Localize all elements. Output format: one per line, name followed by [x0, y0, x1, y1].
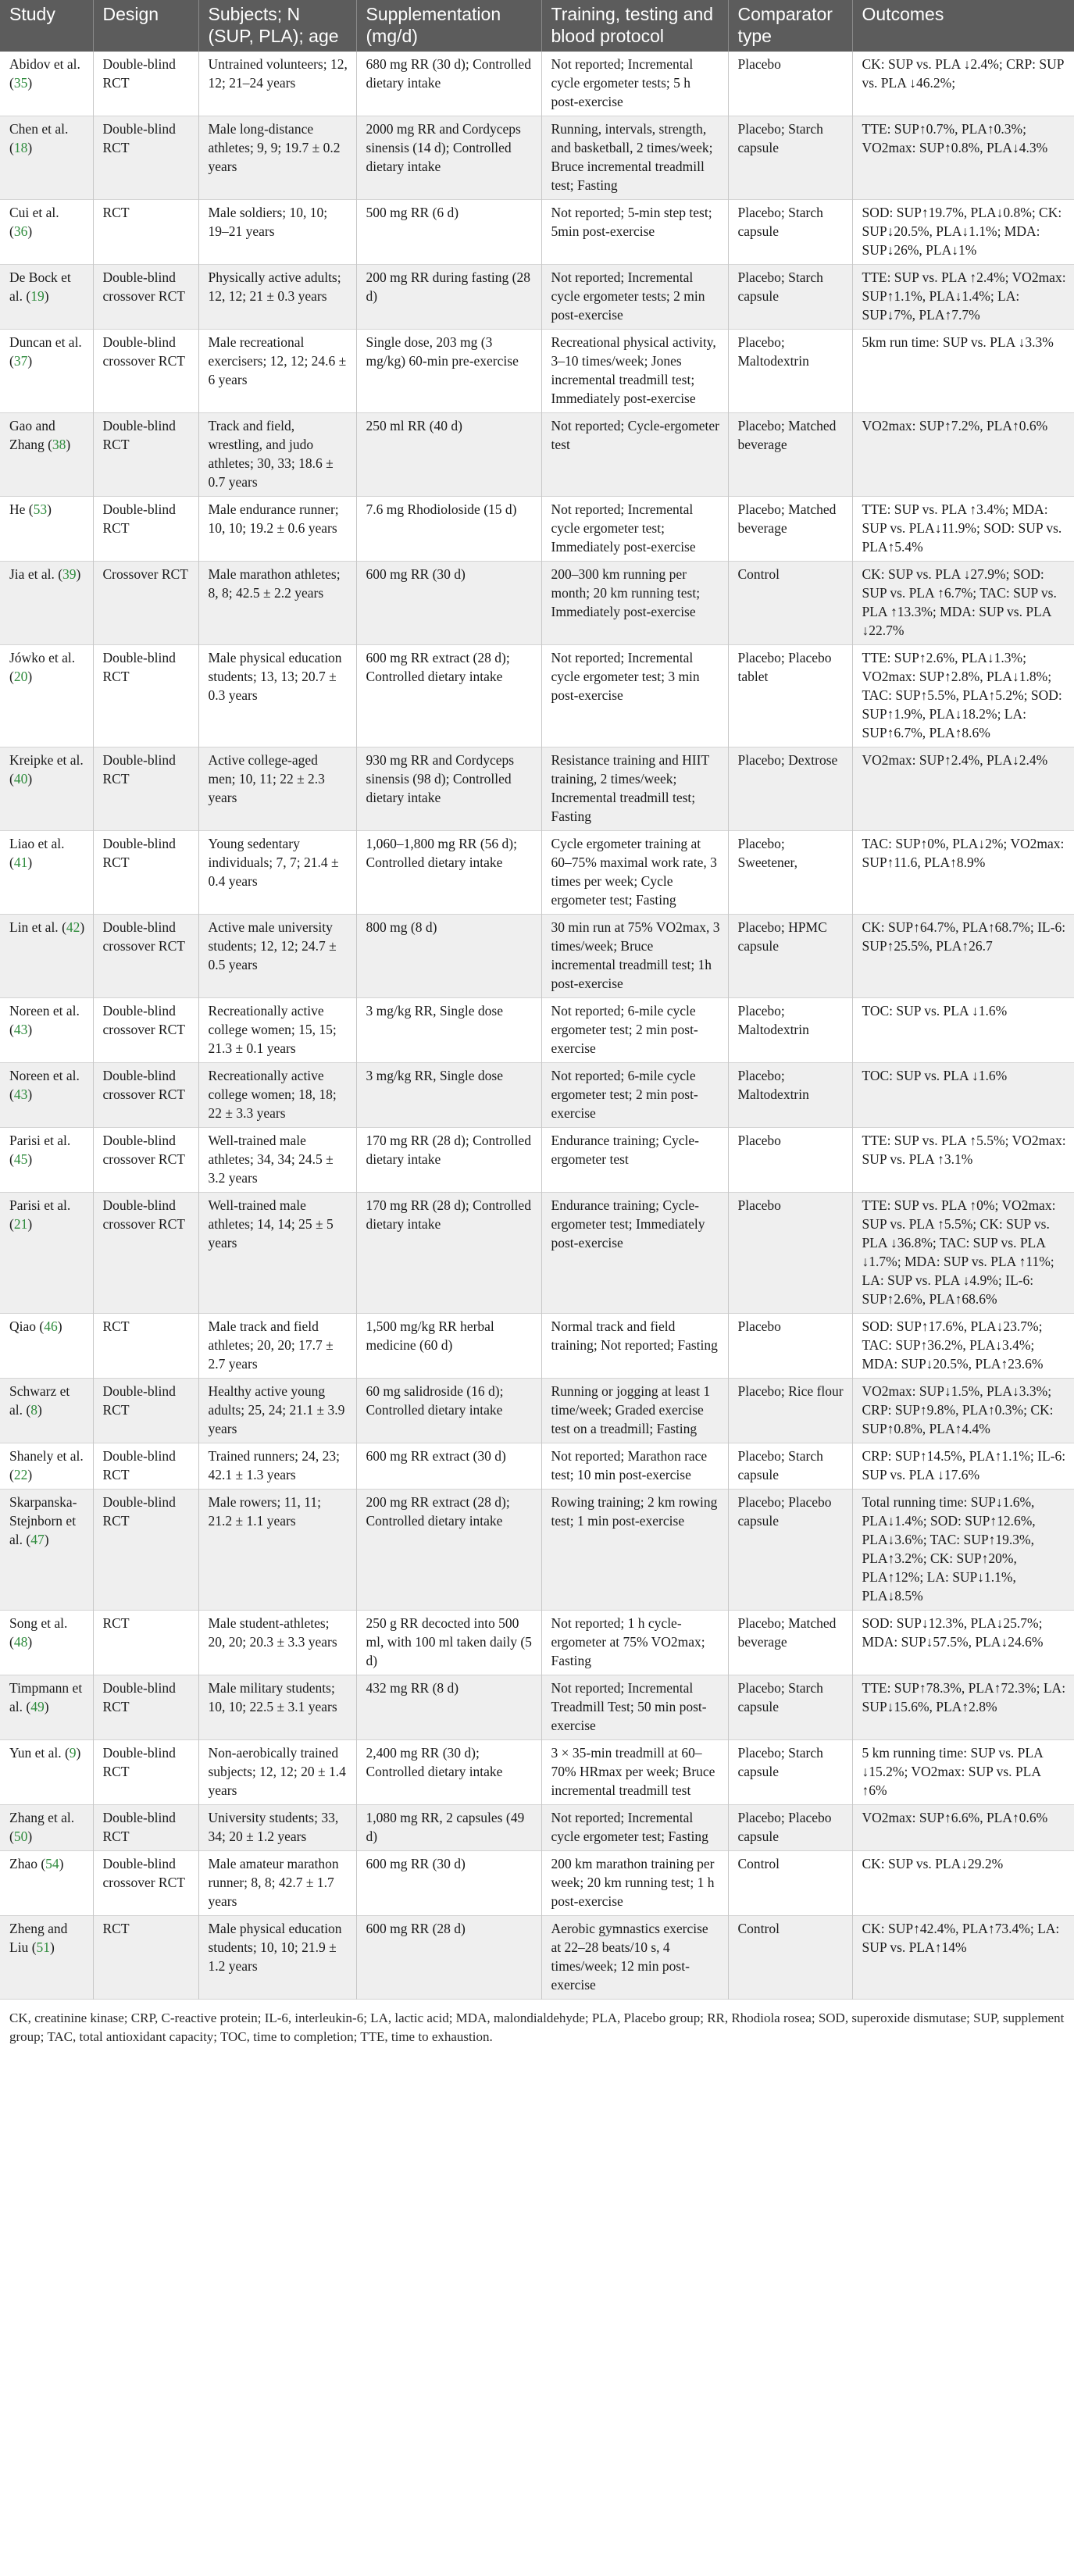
cell-supplementation: 7.6 mg Rhodioloside (15 d)	[356, 497, 541, 562]
reference-link[interactable]: 18	[13, 140, 28, 155]
cell-comparator: Placebo	[728, 52, 852, 116]
cell-protocol: Rowing training; 2 km rowing test; 1 min post-exercise	[541, 1490, 728, 1611]
cell-study: Noreen et al. (43)	[0, 1063, 93, 1128]
cell-comparator: Placebo; Starch capsule	[728, 1443, 852, 1490]
cell-design: Double-blind crossover RCT	[93, 998, 198, 1063]
study-name: Chen et al.	[9, 121, 69, 137]
reference-link[interactable]: 8	[30, 1402, 37, 1418]
cell-subjects: Healthy active young adults; 25, 24; 21.1 ± 3.9 years	[198, 1379, 356, 1443]
cell-protocol: Not reported; Incremental Treadmill Test; 50 min post-exercise	[541, 1675, 728, 1740]
cell-design: Double-blind RCT	[93, 413, 198, 497]
cell-supplementation: 60 mg salidroside (16 d); Controlled dietary intake	[356, 1379, 541, 1443]
table-row	[0, 1916, 1074, 2000]
table-row	[0, 1805, 1074, 1851]
cell-design: Double-blind crossover RCT	[93, 1851, 198, 1916]
cell-design: Double-blind crossover RCT	[93, 265, 198, 330]
cell-comparator: Placebo; Dextrose	[728, 747, 852, 831]
cell-design: RCT	[93, 1314, 198, 1379]
reference-link[interactable]: 39	[62, 566, 77, 582]
cell-outcomes: TOC: SUP vs. PLA ↓1.6%	[862, 1003, 1008, 1019]
cell-outcomes: CK: SUP↑64.7%, PLA↑68.7%; IL-6: SUP↑25.5%, PLA↑26.7	[862, 919, 1066, 954]
reference-link[interactable]: 21	[13, 1216, 28, 1232]
cell-design: Double-blind crossover RCT	[93, 1128, 198, 1193]
table-row	[0, 1851, 1074, 1916]
reference-link[interactable]: 36	[13, 223, 28, 239]
cell-protocol: Resistance training and HIIT training, 2 times/week; Incremental treadmill test; Fasting	[541, 747, 728, 831]
cell-protocol: Not reported; Incremental cycle ergometer test; 3 min post-exercise	[541, 645, 728, 747]
header-study: Study	[0, 0, 93, 52]
cell-supplementation: 600 mg RR (30 d)	[356, 1851, 541, 1916]
cell-study: Jówko et al. (20)	[0, 645, 93, 747]
cell-subjects: Male endurance runner; 10, 10; 19.2 ± 0.6 years	[198, 497, 356, 562]
cell-outcomes: TOC: SUP vs. PLA ↓1.6%	[862, 1068, 1008, 1083]
cell-subjects: Untrained volunteers; 12, 12; 21–24 years	[198, 52, 356, 116]
table-row	[0, 1490, 1074, 1611]
table-row	[0, 413, 1074, 497]
cell-study: Liao et al. (41)	[0, 831, 93, 915]
table-row	[0, 645, 1074, 747]
cell-outcomes: TTE: SUP vs. PLA ↑3.4%; MDA: SUP vs. PLA↓11.9%; SOD: SUP vs. PLA↑5.4%	[862, 501, 1062, 555]
cell-subjects: Male physical education students; 13, 13; 20.7 ± 0.3 years	[198, 645, 356, 747]
cell-study: Kreipke et al. (40)	[0, 747, 93, 831]
cell-protocol: Endurance training; Cycle-ergometer test	[541, 1128, 728, 1193]
cell-subjects: Non-aerobically trained subjects; 12, 12; 20 ± 1.4 years	[198, 1740, 356, 1805]
reference-link[interactable]: 48	[13, 1634, 28, 1650]
cell-protocol: Endurance training; Cycle-ergometer test; Immediately post-exercise	[541, 1193, 728, 1314]
table-row	[0, 1193, 1074, 1314]
cell-outcomes: TTE: SUP↑0.7%, PLA↑0.3%; VO2max: SUP↑0.8%, PLA↓4.3%	[862, 121, 1048, 155]
cell-supplementation: Single dose, 203 mg (3 mg/kg) 60-min pre-exercise	[356, 330, 541, 413]
cell-supplementation: 1,500 mg/kg RR herbal medicine (60 d)	[356, 1314, 541, 1379]
cell-design: RCT	[93, 1611, 198, 1675]
study-name: Zheng and Liu	[9, 1921, 68, 1955]
cell-design: Double-blind RCT	[93, 52, 198, 116]
reference-link[interactable]: 38	[52, 437, 66, 452]
cell-comparator: Placebo	[728, 1314, 852, 1379]
cell-protocol: Not reported; 1 h cycle-ergometer at 75% VO2max; Fasting	[541, 1611, 728, 1675]
cell-subjects: Male soldiers; 10, 10; 19–21 years	[198, 200, 356, 265]
cell-design: Double-blind RCT	[93, 1490, 198, 1611]
cell-comparator: Placebo; Matched beverage	[728, 413, 852, 497]
cell-supplementation: 600 mg RR (30 d)	[356, 562, 541, 645]
cell-design: Double-blind crossover RCT	[93, 1193, 198, 1314]
cell-supplementation: 600 mg RR (28 d)	[356, 1916, 541, 2000]
cell-protocol: Not reported; Cycle-ergometer test	[541, 413, 728, 497]
cell-study: Song et al. (48)	[0, 1611, 93, 1675]
cell-subjects: Active male university students; 12, 12; 24.7 ± 0.5 years	[198, 915, 356, 998]
reference-link[interactable]: 50	[13, 1829, 28, 1844]
cell-study: Parisi et al. (45)	[0, 1128, 93, 1193]
table-row	[0, 998, 1074, 1063]
study-name: Song et al.	[9, 1615, 68, 1631]
study-name: Abidov et al.	[9, 56, 80, 72]
reference-link[interactable]: 54	[45, 1856, 59, 1871]
cell-protocol: 200 km marathon training per week; 20 km running test; 1 h post-exercise	[541, 1851, 728, 1916]
table-row	[0, 831, 1074, 915]
header-supplementation: Supplementation (mg/d)	[356, 0, 541, 52]
study-name: Parisi et al.	[9, 1197, 71, 1213]
cell-subjects: Well-trained male athletes; 34, 34; 24.5 ± 3.2 years	[198, 1128, 356, 1193]
cell-outcomes: 5km run time: SUP vs. PLA ↓3.3%	[862, 334, 1054, 350]
cell-protocol: Not reported; Marathon race test; 10 min post-exercise	[541, 1443, 728, 1490]
study-name: Duncan et al.	[9, 334, 82, 350]
cell-subjects: Male long-distance athletes; 9, 9; 19.7 ± 0.2 years	[198, 116, 356, 200]
cell-supplementation: 600 mg RR extract (28 d); Controlled dietary intake	[356, 645, 541, 747]
cell-design: Double-blind RCT	[93, 1805, 198, 1851]
cell-subjects: Male physical education students; 10, 10; 21.9 ± 1.2 years	[198, 1916, 356, 2000]
table-row	[0, 1379, 1074, 1443]
cell-protocol: 3 × 35-min treadmill at 60–70% HRmax per week; Bruce incremental treadmill test	[541, 1740, 728, 1805]
cell-comparator: Placebo; Starch capsule	[728, 1740, 852, 1805]
cell-comparator: Placebo; Starch capsule	[728, 200, 852, 265]
cell-protocol: Not reported; Incremental cycle ergometer test; Immediately post-exercise	[541, 497, 728, 562]
cell-outcomes: CK: SUP↑42.4%, PLA↑73.4%; LA: SUP vs. PLA↑14%	[862, 1921, 1060, 1955]
cell-subjects: Well-trained male athletes; 14, 14; 25 ± 5 years	[198, 1193, 356, 1314]
cell-outcomes: CRP: SUP↑14.5%, PLA↑1.1%; IL-6: SUP vs. PLA ↓17.6%	[862, 1448, 1066, 1482]
study-name: Shanely et al.	[9, 1448, 84, 1464]
cell-design: Double-blind crossover RCT	[93, 1063, 198, 1128]
reference-link[interactable]: 40	[13, 771, 28, 787]
reference-link[interactable]: 43	[13, 1086, 28, 1102]
cell-study: Gao and Zhang (38)	[0, 413, 93, 497]
cell-outcomes: TTE: SUP↑78.3%, PLA↑72.3%; LA: SUP↓15.6%, PLA↑2.8%	[862, 1680, 1066, 1714]
study-name: Qiao	[9, 1318, 37, 1334]
table-row	[0, 265, 1074, 330]
cell-outcomes: VO2max: SUP↑7.2%, PLA↑0.6%	[862, 418, 1048, 433]
cell-comparator: Placebo; Starch capsule	[728, 116, 852, 200]
cell-outcomes: TTE: SUP vs. PLA ↑2.4%; VO2max: SUP↑1.1%, PLA↓1.4%; LA: SUP↓7%, PLA↑7.7%	[862, 269, 1066, 323]
cell-design: Double-blind RCT	[93, 747, 198, 831]
cell-study: De Bock et al. (19)	[0, 265, 93, 330]
study-name: Gao and Zhang	[9, 418, 55, 452]
header-row	[0, 0, 1074, 52]
cell-design: Double-blind RCT	[93, 116, 198, 200]
cell-supplementation: 800 mg (8 d)	[356, 915, 541, 998]
cell-comparator: Placebo; Maltodextrin	[728, 330, 852, 413]
table-row	[0, 116, 1074, 200]
cell-subjects: Male rowers; 11, 11; 21.2 ± 1.1 years	[198, 1490, 356, 1611]
table-row	[0, 1443, 1074, 1490]
cell-supplementation: 250 g RR decocted into 500 ml, with 100 ml taken daily (5 d)	[356, 1611, 541, 1675]
table-footnote: CK, creatinine kinase; CRP, C-reactive protein; IL-6, interleukin-6; LA, lactic acid; MDA, malondialdehyde; PLA, Placebo group; RR, Rhodiola rosea; SOD, superoxide dismutase; SUP, supplement group; TAC, total antioxidant capacity; TOC, time to completion; TTE, time to exhaustion.	[9, 2010, 1065, 2044]
reference-link[interactable]: 9	[69, 1745, 77, 1761]
cell-subjects: Trained runners; 24, 23; 42.1 ± 1.3 years	[198, 1443, 356, 1490]
cell-study: Lin et al. (42)	[0, 915, 93, 998]
header-design: Design	[93, 0, 198, 52]
cell-subjects: Track and field, wrestling, and judo athletes; 30, 33; 18.6 ± 0.7 years	[198, 413, 356, 497]
cell-comparator: Placebo; Matched beverage	[728, 1611, 852, 1675]
cell-study: Zhao (54)	[0, 1851, 93, 1916]
cell-comparator: Placebo; Matched beverage	[728, 497, 852, 562]
cell-comparator: Placebo	[728, 1193, 852, 1314]
study-name: Parisi et al.	[9, 1133, 71, 1148]
cell-design: Double-blind crossover RCT	[93, 915, 198, 998]
reference-link[interactable]: 19	[30, 288, 45, 304]
cell-subjects: Male marathon athletes; 8, 8; 42.5 ± 2.2 years	[198, 562, 356, 645]
table-row	[0, 330, 1074, 413]
cell-comparator: Placebo; Placebo capsule	[728, 1805, 852, 1851]
cell-design: RCT	[93, 200, 198, 265]
cell-outcomes: TTE: SUP vs. PLA ↑5.5%; VO2max: SUP vs. PLA ↑3.1%	[862, 1133, 1066, 1167]
cell-supplementation: 170 mg RR (28 d); Controlled dietary intake	[356, 1193, 541, 1314]
cell-design: Double-blind RCT	[93, 1740, 198, 1805]
cell-study: Cui et al. (36)	[0, 200, 93, 265]
cell-supplementation: 600 mg RR extract (30 d)	[356, 1443, 541, 1490]
cell-protocol: Running, intervals, strength, and basketball, 2 times/week; Bruce incremental treadmill test; Fasting	[541, 116, 728, 200]
cell-comparator: Placebo; Maltodextrin	[728, 1063, 852, 1128]
cell-comparator: Placebo; Placebo tablet	[728, 645, 852, 747]
cell-comparator: Placebo; Starch capsule	[728, 265, 852, 330]
cell-subjects: Male amateur marathon runner; 8, 8; 42.7 ± 1.7 years	[198, 1851, 356, 1916]
cell-outcomes: CK: SUP vs. PLA↓29.2%	[862, 1856, 1004, 1871]
cell-study: Yun et al. (9)	[0, 1740, 93, 1805]
cell-supplementation: 500 mg RR (6 d)	[356, 200, 541, 265]
cell-design: Double-blind RCT	[93, 831, 198, 915]
cell-outcomes: TTE: SUP↑2.6%, PLA↓1.3%; VO2max: SUP↑2.8%, PLA↓1.8%; TAC: SUP↑5.5%, PLA↑5.2%; SOD: SUP↑1.9%, PLA↓18.2%; LA: SUP↑6.7%, PLA↑8.6%	[862, 650, 1062, 740]
study-name: Skarpanska-Stejnborn et al.	[9, 1494, 77, 1547]
cell-comparator: Placebo; Placebo capsule	[728, 1490, 852, 1611]
reference-link[interactable]: 49	[30, 1699, 45, 1714]
cell-protocol: Not reported; 5-min step test; 5min post-exercise	[541, 200, 728, 265]
reference-link[interactable]: 46	[44, 1318, 58, 1334]
table-row	[0, 1740, 1074, 1805]
cell-study: Shanely et al. (22)	[0, 1443, 93, 1490]
cell-comparator: Control	[728, 562, 852, 645]
cell-comparator: Placebo; Starch capsule	[728, 1675, 852, 1740]
cell-protocol: Not reported; Incremental cycle ergometer tests; 5 h post-exercise	[541, 52, 728, 116]
cell-protocol: 200–300 km running per month; 20 km running test; Immediately post-exercise	[541, 562, 728, 645]
study-name: Lin et al.	[9, 919, 59, 935]
cell-study: Zheng and Liu (51)	[0, 1916, 93, 2000]
reference-link[interactable]: 45	[13, 1151, 28, 1167]
cell-subjects: Young sedentary individuals; 7, 7; 21.4 ± 0.4 years	[198, 831, 356, 915]
cell-outcomes: SOD: SUP↑17.6%, PLA↓23.7%; TAC: SUP↑36.2%, PLA↓3.4%; MDA: SUP↓20.5%, PLA↑23.6%	[862, 1318, 1044, 1372]
cell-comparator: Placebo; Maltodextrin	[728, 998, 852, 1063]
cell-supplementation: 1,060–1,800 mg RR (56 d); Controlled dietary intake	[356, 831, 541, 915]
cell-supplementation: 3 mg/kg RR, Single dose	[356, 1063, 541, 1128]
study-name: Zhao	[9, 1856, 37, 1871]
table-row	[0, 1314, 1074, 1379]
cell-subjects: Male student-athletes; 20, 20; 20.3 ± 3.3 years	[198, 1611, 356, 1675]
cell-comparator: Placebo	[728, 1128, 852, 1193]
cell-comparator: Control	[728, 1916, 852, 2000]
cell-design: RCT	[93, 1916, 198, 2000]
reference-link[interactable]: 51	[36, 1939, 51, 1955]
cell-comparator: Control	[728, 1851, 852, 1916]
study-name: Kreipke et al.	[9, 752, 84, 768]
table-row	[0, 1611, 1074, 1675]
cell-subjects: Recreationally active college women; 15, 15; 21.3 ± 0.1 years	[198, 998, 356, 1063]
cell-subjects: Recreationally active college women; 18, 18; 22 ± 3.3 years	[198, 1063, 356, 1128]
study-name: Zhang et al.	[9, 1810, 75, 1825]
cell-subjects: University students; 33, 34; 20 ± 1.2 years	[198, 1805, 356, 1851]
table-row	[0, 1675, 1074, 1740]
cell-supplementation: 432 mg RR (8 d)	[356, 1675, 541, 1740]
reference-link[interactable]: 42	[66, 919, 80, 935]
cell-design: Double-blind RCT	[93, 645, 198, 747]
cell-study: Timpmann et al. (49)	[0, 1675, 93, 1740]
cell-supplementation: 1,080 mg RR, 2 capsules (49 d)	[356, 1805, 541, 1851]
reference-link[interactable]: 37	[13, 353, 28, 369]
cell-supplementation: 930 mg RR and Cordyceps sinensis (98 d); Controlled dietary intake	[356, 747, 541, 831]
reference-link[interactable]: 20	[13, 669, 28, 684]
cell-study: Chen et al. (18)	[0, 116, 93, 200]
cell-outcomes: VO2max: SUP↑6.6%, PLA↑0.6%	[862, 1810, 1048, 1825]
study-name: Jówko et al.	[9, 650, 76, 665]
reference-link[interactable]: 41	[13, 855, 28, 870]
cell-design: Double-blind RCT	[93, 1675, 198, 1740]
study-name: Jia et al.	[9, 566, 55, 582]
cell-design: Crossover RCT	[93, 562, 198, 645]
reference-link[interactable]: 47	[30, 1532, 45, 1547]
study-name: Liao et al.	[9, 836, 65, 851]
cell-study: Qiao (46)	[0, 1314, 93, 1379]
cell-protocol: Aerobic gymnastics exercise at 22–28 beats/10 s, 4 times/week; 12 min post-exercise	[541, 1916, 728, 2000]
table-row	[0, 200, 1074, 265]
table-row	[0, 747, 1074, 831]
table-row	[0, 1063, 1074, 1128]
study-name: Schwarz et al.	[9, 1383, 70, 1418]
table-row	[0, 1128, 1074, 1193]
cell-protocol: Not reported; 6-mile cycle ergometer test; 2 min post-exercise	[541, 1063, 728, 1128]
cell-design: Double-blind RCT	[93, 497, 198, 562]
cell-design: Double-blind RCT	[93, 1379, 198, 1443]
cell-supplementation: 2,400 mg RR (30 d); Controlled dietary intake	[356, 1740, 541, 1805]
study-name: De Bock et al.	[9, 269, 71, 304]
cell-subjects: Male military students; 10, 10; 22.5 ± 3.1 years	[198, 1675, 356, 1740]
cell-study: Abidov et al. (35)	[0, 52, 93, 116]
cell-outcomes: CK: SUP vs. PLA ↓27.9%; SOD: SUP vs. PLA ↑6.7%; TAC: SUP vs. PLA ↑13.3%; MDA: SUP vs. PLA ↓22.7%	[862, 566, 1057, 638]
cell-design: Double-blind crossover RCT	[93, 330, 198, 413]
cell-outcomes: Total running time: SUP↓1.6%, PLA↓1.4%; SOD: SUP↑12.6%, PLA↓3.6%; TAC: SUP↑19.3%, PLA↑3.2%; CK: SUP↑20%, PLA↑12%; LA: SUP↓1.1%, PLA↓8.5%	[862, 1494, 1036, 1604]
cell-protocol: Not reported; Incremental cycle ergometer test; Fasting	[541, 1805, 728, 1851]
cell-protocol: Cycle ergometer training at 60–75% maximal work rate, 3 times per week; Cycle ergometer test; Fasting	[541, 831, 728, 915]
table-row	[0, 562, 1074, 645]
study-name: Noreen et al.	[9, 1068, 80, 1083]
cell-supplementation: 3 mg/kg RR, Single dose	[356, 998, 541, 1063]
cell-protocol: Not reported; 6-mile cycle ergometer test; 2 min post-exercise	[541, 998, 728, 1063]
cell-comparator: Placebo; Sweetener,	[728, 831, 852, 915]
cell-study: He (53)	[0, 497, 93, 562]
study-name: Yun et al.	[9, 1745, 62, 1761]
cell-subjects: Male recreational exercisers; 12, 12; 24.6 ± 6 years	[198, 330, 356, 413]
cell-supplementation: 250 ml RR (40 d)	[356, 413, 541, 497]
cell-study: Parisi et al. (21)	[0, 1193, 93, 1314]
cell-comparator: Placebo; HPMC capsule	[728, 915, 852, 998]
table-row	[0, 52, 1074, 116]
cell-supplementation: 170 mg RR (28 d); Controlled dietary intake	[356, 1128, 541, 1193]
cell-supplementation: 2000 mg RR and Cordyceps sinensis (14 d); Controlled dietary intake	[356, 116, 541, 200]
cell-outcomes: 5 km running time: SUP vs. PLA ↓15.2%; VO2max: SUP vs. PLA ↑6%	[862, 1745, 1043, 1798]
reference-link[interactable]: 35	[13, 75, 28, 91]
reference-link[interactable]: 53	[33, 501, 48, 517]
cell-protocol: Running or jogging at least 1 time/week; Graded exercise test on a treadmill; Fasting	[541, 1379, 728, 1443]
cell-design: Double-blind RCT	[93, 1443, 198, 1490]
cell-supplementation: 200 mg RR extract (28 d); Controlled dietary intake	[356, 1490, 541, 1611]
cell-comparator: Placebo; Rice flour	[728, 1379, 852, 1443]
table-row	[0, 915, 1074, 998]
header-protocol: Training, testing and blood protocol	[541, 0, 728, 52]
header-outcomes: Outcomes	[862, 4, 944, 24]
cell-protocol: Normal track and field training; Not reported; Fasting	[541, 1314, 728, 1379]
cell-protocol: Not reported; Incremental cycle ergometer tests; 2 min post-exercise	[541, 265, 728, 330]
cell-subjects: Male track and field athletes; 20, 20; 17.7 ± 2.7 years	[198, 1314, 356, 1379]
cell-study: Jia et al. (39)	[0, 562, 93, 645]
table-row	[0, 497, 1074, 562]
cell-supplementation: 680 mg RR (30 d); Controlled dietary intake	[356, 52, 541, 116]
cell-subjects: Active college-aged men; 10, 11; 22 ± 2.3 years	[198, 747, 356, 831]
cell-study: Schwarz et al. (8)	[0, 1379, 93, 1443]
cell-outcomes: VO2max: SUP↑2.4%, PLA↓2.4%	[862, 752, 1048, 768]
cell-subjects: Physically active adults; 12, 12; 21 ± 0.3 years	[198, 265, 356, 330]
cell-outcomes: CK: SUP vs. PLA ↓2.4%; CRP: SUP vs. PLA ↓46.2%;	[862, 56, 1064, 91]
study-name: He	[9, 501, 26, 517]
cell-outcomes: SOD: SUP↑19.7%, PLA↓0.8%; CK: SUP↓20.5%, PLA↓1.1%; MDA: SUP↓26%, PLA↓1%	[862, 205, 1062, 258]
table-body	[0, 52, 1074, 2000]
cell-outcomes: TAC: SUP↑0%, PLA↓2%; VO2max: SUP↑11.6, PLA↑8.9%	[862, 836, 1065, 870]
reference-link[interactable]: 22	[13, 1467, 28, 1482]
header-comparator: Comparator type	[728, 0, 852, 52]
cell-protocol: Recreational physical activity, 3–10 times/week; Jones incremental treadmill test; Immediately post-exercise	[541, 330, 728, 413]
cell-protocol: 30 min run at 75% VO2max, 3 times/week; Bruce incremental treadmill test; 1h post-exercise	[541, 915, 728, 998]
cell-outcomes: VO2max: SUP↓1.5%, PLA↓3.3%; CRP: SUP↑9.8%, PLA↑0.3%; CK: SUP↑0.8%, PLA↑4.4%	[862, 1383, 1054, 1436]
cell-outcomes: TTE: SUP vs. PLA ↑0%; VO2max: SUP vs. PLA ↑5.5%; CK: SUP vs. PLA ↓36.8%; TAC: SUP vs. PLA ↓1.7%; MDA: SUP vs. PLA ↑11%; LA: SUP vs. PLA ↓4.9%; IL-6: SUP↑2.6%, PLA↑68.6%	[862, 1197, 1056, 1307]
cell-study: Duncan et al. (37)	[0, 330, 93, 413]
table-header	[0, 0, 1074, 52]
cell-study: Zhang et al. (50)	[0, 1805, 93, 1851]
cell-study: Skarpanska-Stejnborn et al. (47)	[0, 1490, 93, 1611]
study-name: Cui et al.	[9, 205, 59, 220]
cell-supplementation: 200 mg RR during fasting (28 d)	[356, 265, 541, 330]
reference-link[interactable]: 43	[13, 1022, 28, 1037]
cell-outcomes: SOD: SUP↓12.3%, PLA↓25.7%; MDA: SUP↓57.5%, PLA↓24.6%	[862, 1615, 1044, 1650]
cell-study: Noreen et al. (43)	[0, 998, 93, 1063]
study-name: Noreen et al.	[9, 1003, 80, 1019]
study-name: Timpmann et al.	[9, 1680, 83, 1714]
header-subjects: Subjects; N (SUP, PLA); age	[198, 0, 356, 52]
